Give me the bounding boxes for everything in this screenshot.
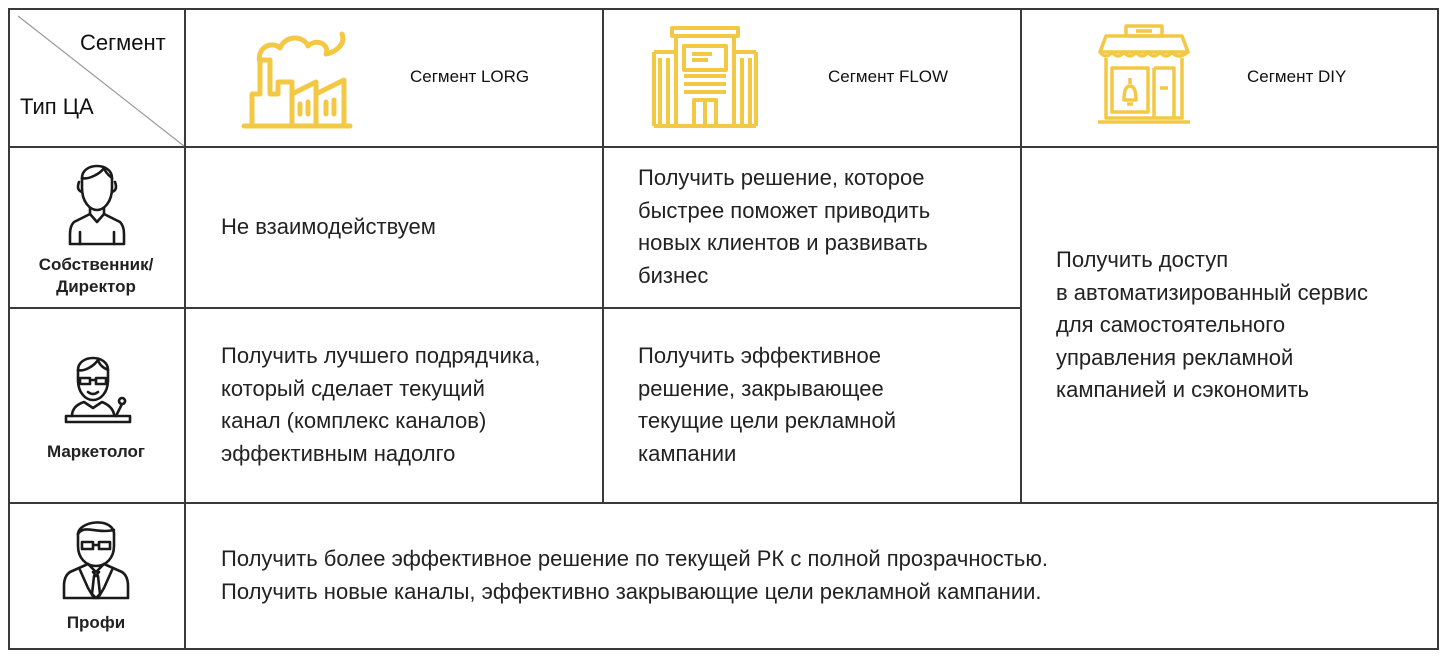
cell-owner-lorg: Не взаимодействуем	[221, 214, 436, 239]
marketer-role-label: Маркетолог	[46, 442, 146, 461]
segment-flow-label: Сегмент FLOW	[828, 67, 949, 86]
table-border-top	[8, 8, 1439, 10]
corner-segment-label: Сегмент	[80, 30, 166, 55]
cell-owner-flow: Получить решение, которое быстрее поможет приводить новых клиентов и развивать бизнес	[638, 165, 931, 288]
shop-icon	[1096, 22, 1192, 126]
table-border-right	[1437, 8, 1439, 650]
corner-audience-label: Тип ЦА	[20, 94, 94, 119]
marketer-icon	[64, 350, 132, 426]
table-divider-col3	[1020, 8, 1022, 504]
owner-role-label: Собственник/ Директор	[38, 255, 154, 296]
table-border-bottom	[8, 648, 1439, 650]
segment-lorg-label: Сегмент LORG	[410, 67, 530, 86]
cell-marketer-flow: Получить эффективное решение, закрывающее текущие цели рекламной кампании	[638, 343, 896, 466]
factory-icon	[238, 22, 356, 132]
table-divider-col2	[602, 8, 604, 504]
table-divider-header	[8, 146, 1439, 148]
segment-diy-label: Сегмент DIY	[1247, 67, 1347, 86]
table-divider-marketer	[8, 502, 1439, 504]
corner-diagonal	[8, 8, 186, 148]
profi-role-label: Профи	[66, 613, 126, 632]
table-divider-owner	[8, 307, 1021, 309]
cell-profi-all: Получить более эффективное решение по текущей РК с полной прозрачностью. Получить новые каналы, эффективно закрывающие цели рекламной кампании.	[221, 546, 1048, 604]
cell-marketer-lorg: Получить лучшего подрядчика, который сделает текущий канал (комплекс каналов) эффективным надолго	[221, 343, 541, 466]
owner-icon	[66, 156, 128, 246]
building-icon	[650, 22, 760, 130]
cell-owner-marketer-diy: Получить доступ в автоматизированный сервис для самостоятельного управления рекламной кампанией и сэкономить	[1056, 247, 1369, 402]
profi-icon	[60, 512, 132, 602]
